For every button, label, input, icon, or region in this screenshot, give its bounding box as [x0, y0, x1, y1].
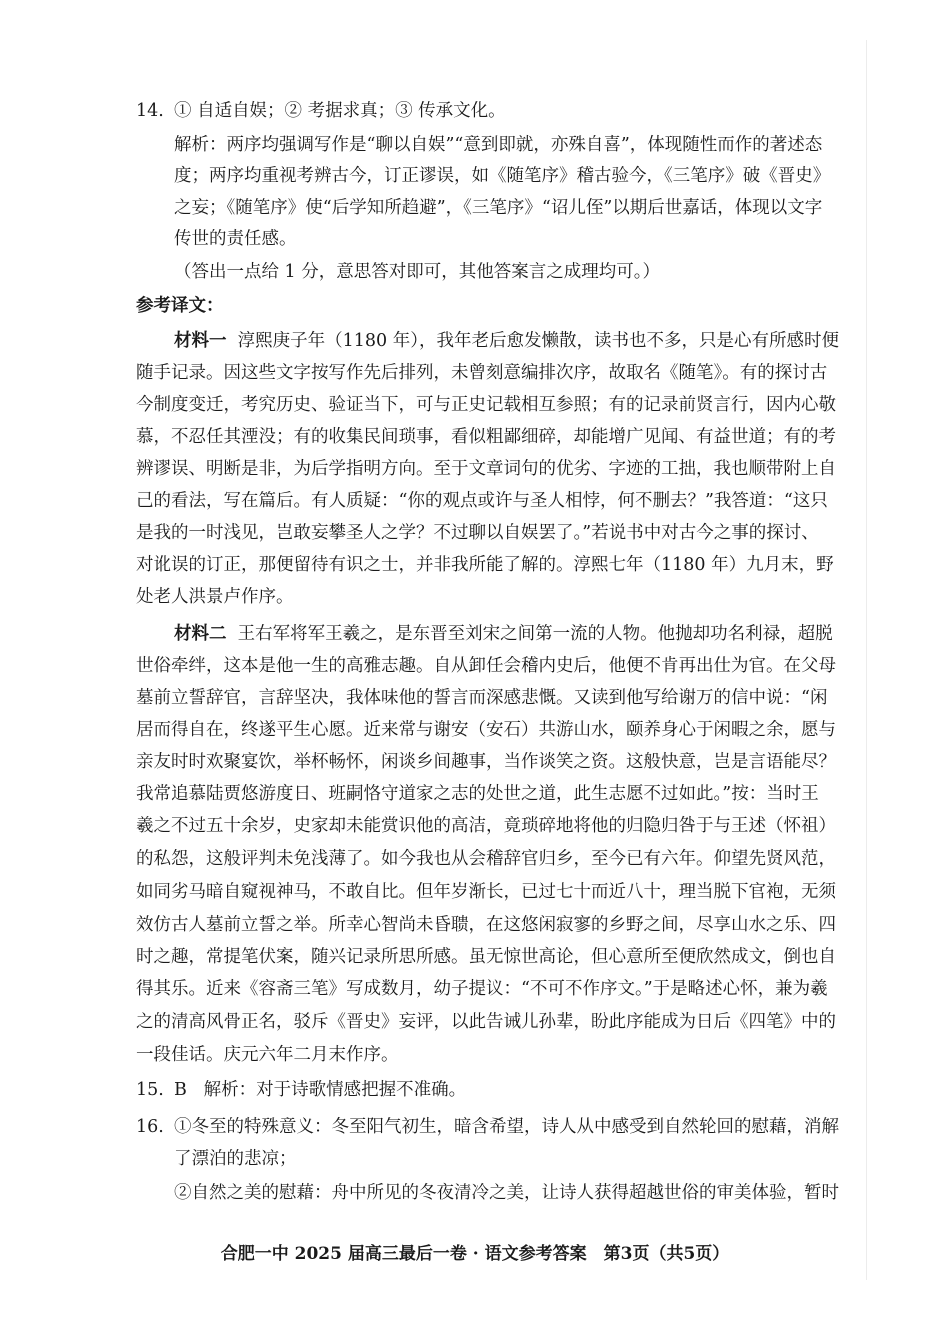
material2-line: 我常追慕陆贾悠游度日、班嗣恪守道家之志的处世之道，此生志愿不过如此。”按：当时王	[136, 784, 819, 804]
material1-line: 对讹误的订正，那便留待有识之士，并非我所能了解的。淳熙七年（1180 年）九月末，野	[136, 555, 834, 575]
material2-line: 一段佳话。庆元六年二月末作序。	[136, 1045, 399, 1065]
material1-line: 今制度变迁，考究历史、验证当下，可与正史记载相互参照；有的记录前贤言行，因内心敬	[136, 395, 836, 415]
material2-line: 羲之不过五十余岁，史家却未能赏识他的高洁，竟琐碎地将他的归隐归咎于与王述（怀祖）	[136, 816, 836, 836]
material2-line: 世俗牵绊，这本是他一生的高雅志趣。自从卸任会稽内史后，他便不肯再出仕为官。在父母	[136, 656, 836, 676]
material2-first-line	[174, 623, 833, 645]
q15-choice: B	[174, 1080, 187, 1100]
scan-edge	[866, 40, 867, 1280]
material2-line: 亲友时时欢聚宴饮，举杯畅怀，闲谈乡间趣事，当作谈笑之资。这般快意，岂是言语能尽？	[136, 752, 836, 772]
material1-first-line	[174, 330, 839, 352]
material1-label: 材料一	[174, 331, 227, 351]
material1-line: 慕，不忍任其湮没；有的收集民间琐事，看似粗鄙细碎，却能增广见闻、有益世道；有的考	[136, 427, 836, 447]
q15-analysis: 解析：对于诗歌情感把握不准确。	[203, 1080, 467, 1100]
q14-analysis-line: 度；两序均重视考辨古今，订正谬误，如《随笔序》稽古验今，《三笔序》破《晋史》	[174, 166, 831, 186]
q15-number: 15.	[136, 1080, 164, 1100]
material1-line: 己的看法，写在篇后。有人质疑：“你的观点或许与圣人相悖，何不删去？”我答道：“这只	[136, 491, 828, 511]
material1-line: 随手记录。因这些文字按写作先后排列，未曾刻意编排次序，故取名《随笔》。有的探讨古	[136, 363, 828, 383]
material2-line: 墓前立誓辞官，言辞坚决，我体味他的誓言而深感悲慨。又读到他写给谢万的信中说：“闲	[136, 688, 828, 708]
q14-analysis-line: 之妄；《随笔序》使“后学知所趋避”，《三笔序》“诏儿侄”以期后世嘉话，体现以文字	[174, 198, 823, 218]
q16-number: 16.	[136, 1117, 164, 1137]
q14-answer	[136, 100, 506, 122]
material2-line: 时之趣，常提笔伏案，随兴记录所思所感。虽无惊世高论，但心意所至便欣然成文，倒也自	[136, 947, 836, 967]
q16-point1-line1: ①冬至的特殊意义：冬至阳气初生，暗含希望，诗人从中感受到自然轮回的慰藉，消解	[174, 1117, 839, 1137]
material2-line: 效仿古人墓前立誓之举。所幸心智尚未昏聩，在这悠闲寂寥的乡野之间，尽享山水之乐、四	[136, 915, 836, 935]
q14-scoring-note: （答出一点给 1 分，意思答对即可，其他答案言之成理均可。）	[174, 262, 661, 282]
material1-first-text: 淳熙庚子年（1180 年），我年老后愈发懒散，读书也不多，只是心有所感时便	[237, 331, 839, 351]
material2-line: 如同劣马暗自窥视神马，不敢自比。但年岁渐长，已过七十而近八十，理当脱下官袍，无须	[136, 882, 836, 902]
material1-line: 辨谬误、明断是非，为后学指明方向。至于文章词句的优劣、字迹的工拙，我也顺带附上自	[136, 459, 836, 479]
q14-number: 14.	[136, 101, 164, 121]
q14-analysis-line: 传世的责任感。	[174, 229, 297, 249]
material2-label: 材料二	[174, 624, 227, 644]
material2-line: 之的清高风骨正名，驳斥《晋史》妄评，以此告诫儿孙辈，盼此序能成为日后《四笔》中的	[136, 1012, 836, 1032]
q16-point1-line2: 了漂泊的悲凉；	[174, 1149, 297, 1169]
material2-line: 居而得自在，终遂平生心愿。近来常与谢安（安石）共游山水，颐养身心于闲暇之余，愿与	[136, 720, 836, 740]
material2-first-text: 王右军将军王羲之，是东晋至刘宋之间第一流的人物。他抛却功名利禄，超脱	[237, 624, 833, 644]
q16-point1	[136, 1116, 839, 1138]
page-footer: 合肥一中 2025 届高三最后一卷 · 语文参考答案 第3页（共5页）	[220, 1244, 730, 1264]
material2-line: 得其乐。近来《容斋三笔》写成数月，幼子提议：“不可不作序文。”于是略述心怀，兼为羲	[136, 979, 828, 999]
q16-point2-line1: ②自然之美的慰藉：舟中所见的冬夜清冷之美，让诗人获得超越世俗的审美体验，暂时	[174, 1183, 839, 1203]
q14-analysis-line: 解析：两序均强调写作是“聊以自娱”“意到即就，亦殊自喜”，体现随性而作的著述态	[174, 135, 823, 155]
q14-answer-text: ① 自适自娱；② 考据求真；③ 传承文化。	[174, 101, 506, 121]
material1-line: 处老人洪景卢作序。	[136, 587, 294, 607]
translation-heading: 参考译文：	[136, 296, 224, 316]
material1-line: 是我的一时浅见，岂敢妄攀圣人之学？不过聊以自娱罢了。”若说书中对古今之事的探讨、	[136, 523, 819, 543]
q15-answer	[136, 1079, 466, 1101]
material2-line: 的私怨，这般评判未免浅薄了。如今我也从会稽辞官归乡，至今已有六年。仰望先贤风范，	[136, 849, 836, 869]
